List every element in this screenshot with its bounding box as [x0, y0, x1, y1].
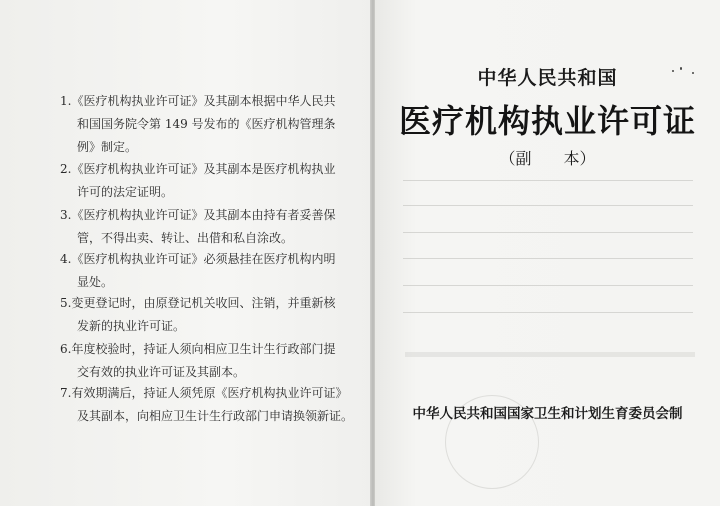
rule-line: 管，不得出卖、转让、出借和私自涂改。 — [77, 231, 294, 245]
rule-text: 《医疗机构执业许可证》必须悬挂在医疗机构内明 — [71, 252, 336, 266]
rule-line — [60, 341, 335, 357]
rule-line — [60, 385, 347, 401]
rule-line — [60, 207, 335, 223]
rule-text: 有效期满后，持证人须凭原《医疗机构执业许可证》 — [71, 386, 348, 400]
rule-line — [60, 93, 335, 109]
rule-line: 许可的法定证明。 — [77, 185, 174, 199]
rule-number: 4. — [60, 252, 72, 266]
rule-number: 7. — [60, 386, 72, 400]
bleed-through-line — [403, 232, 693, 233]
rule-text: 年度校验时，持证人须向相应卫生计生行政部门提 — [71, 342, 336, 356]
rule-number: 1. — [60, 94, 72, 108]
rule-line: 发新的执业许可证。 — [77, 319, 186, 333]
rule-text: 《医疗机构执业许可证》及其副本是医疗机构执业 — [71, 162, 336, 176]
rule-line: 交有效的执业许可证及其副本。 — [77, 365, 246, 379]
bleed-through-line — [403, 312, 693, 313]
rule-line — [60, 161, 335, 177]
rule-line: 显处。 — [77, 275, 114, 289]
rule-line — [60, 295, 335, 311]
country-title: 中华人民共和国 — [477, 67, 618, 89]
copy-subtitle: （副 本） — [499, 149, 596, 168]
issuing-authority: 中华人民共和国国家卫生和计划生育委员会制 — [412, 406, 683, 422]
bleed-through-band — [405, 352, 695, 357]
rule-number: 6. — [60, 342, 72, 356]
rule-line — [60, 251, 335, 267]
rule-line: 及其副本，向相应卫生计生行政部门申请换领新证。 — [77, 409, 354, 423]
bleed-through-line — [403, 258, 693, 259]
rule-line: 例》制定。 — [77, 140, 138, 154]
rule-number: 5. — [60, 296, 72, 310]
bleed-through-line — [403, 285, 693, 286]
rule-text: 《医疗机构执业许可证》及其副本由持有者妥善保 — [71, 208, 336, 222]
bleed-through-line — [403, 180, 693, 181]
rule-text: 《医疗机构执业许可证》及其副本根据中华人民共 — [71, 94, 336, 108]
bleed-through-line — [403, 205, 693, 206]
right-page — [375, 0, 720, 506]
rule-line: 和国国务院令第 149 号发布的《医疗机构管理条 — [77, 117, 336, 131]
rule-text: 变更登记时，由原登记机关收回、注销，并重新核 — [71, 296, 336, 310]
certificate-title: 医疗机构执业许可证 — [398, 102, 696, 140]
rule-number: 2. — [60, 162, 72, 176]
rule-number: 3. — [60, 208, 72, 222]
